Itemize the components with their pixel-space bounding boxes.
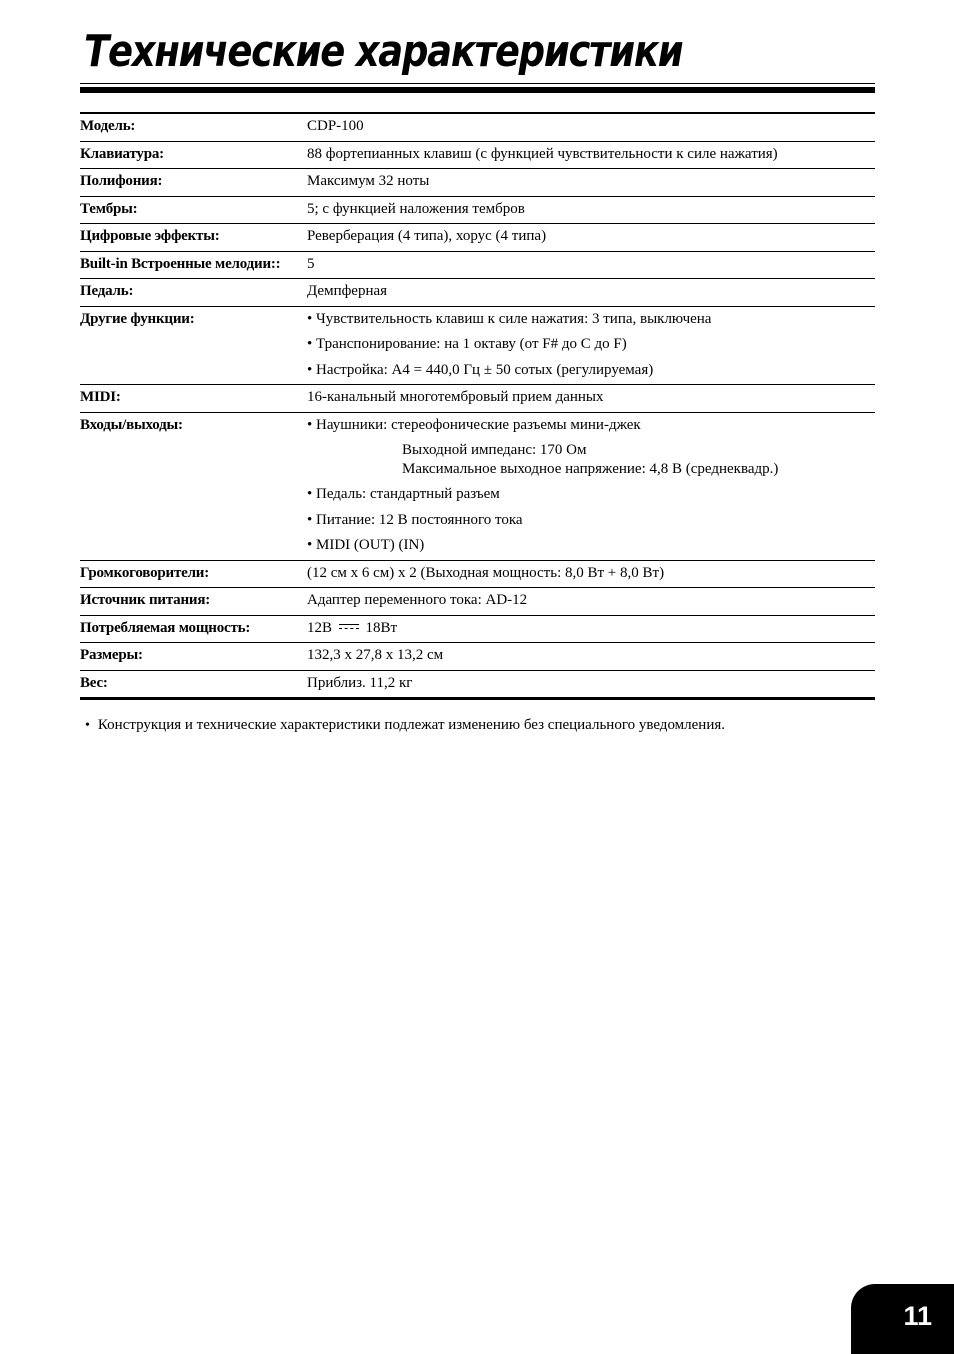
spec-value: [307, 385, 875, 413]
spec-row: [80, 141, 875, 169]
spec-label: Размеры:: [80, 647, 143, 663]
spec-label: Источник питания:: [80, 592, 211, 608]
spec-value: [307, 279, 875, 307]
spec-label: Другие функции:: [80, 310, 195, 327]
spec-value-line: 16-канальный многотембровый прием данных: [307, 389, 604, 405]
spec-row: [80, 279, 875, 307]
spec-label: Клавиатура:: [80, 145, 164, 162]
spec-row: [80, 560, 875, 588]
spec-value-line: Максимальное выходное напряжение: 4,8 В (среднеквадр.): [402, 460, 779, 477]
spec-label: Громкоговорители:: [80, 564, 210, 581]
spec-row: [80, 670, 875, 699]
page-number: 11: [903, 1300, 932, 1331]
spec-value: [307, 643, 875, 671]
spec-value-line: 5: [307, 255, 315, 272]
spec-table: [80, 112, 875, 700]
spec-row: [80, 385, 875, 413]
spec-value: [307, 113, 875, 141]
spec-value-line: Максимум 32 ноты: [307, 173, 430, 189]
spec-row: [80, 196, 875, 224]
spec-value-line: Приблиз. 11,2 кг: [307, 674, 413, 691]
spec-value-line: • MIDI (OUT) (IN): [307, 537, 425, 553]
spec-value: [307, 169, 875, 197]
spec-row: [80, 306, 875, 385]
spec-row: [80, 251, 875, 279]
spec-value: [307, 196, 875, 224]
spec-row: [80, 615, 875, 643]
spec-value: [307, 224, 875, 252]
spec-row: [80, 588, 875, 616]
spec-value: [307, 560, 875, 588]
spec-value: [307, 141, 875, 169]
spec-value: [307, 306, 875, 385]
page-title: Технические характеристики: [84, 26, 683, 77]
title-rule-thick: [80, 87, 875, 93]
spec-value-line: • Чувствительность клавиш к силе нажатия: 3 типа, выключена: [307, 310, 712, 327]
spec-table-body: [80, 113, 875, 699]
spec-value-line: • Наушники: стереофонические разъемы мини-джек: [307, 416, 641, 433]
spec-label: Тембры:: [80, 200, 138, 217]
spec-value: [307, 412, 875, 560]
spec-value: [307, 588, 875, 616]
title-rule-thin: [80, 83, 875, 84]
spec-value-line: 132,3 x 27,8 x 13,2 см: [307, 647, 444, 663]
spec-row: [80, 412, 875, 560]
spec-value-line: • Транспонирование: на 1 октаву (от F# до C до F): [307, 336, 627, 352]
spec-row: [80, 643, 875, 671]
spec-row: [80, 113, 875, 141]
footnote: [80, 717, 875, 734]
spec-value-line: Адаптер переменного тока: AD-12: [307, 592, 528, 608]
spec-value-line: • Питание: 12 В постоянного тока: [307, 511, 523, 528]
spec-value-line: CDP-100: [307, 118, 364, 134]
spec-value: [307, 615, 875, 643]
spec-row: [80, 224, 875, 252]
spec-value-line: (12 см x 6 см) x 2 (Выходная мощность: 8,0 Вт + 8,0 Вт): [307, 564, 665, 581]
spec-label: Цифровые эффекты:: [80, 228, 220, 244]
spec-value-line: 12В 18Вт: [307, 619, 398, 636]
spec-label: Вес:: [80, 674, 108, 691]
footnote-text: Конструкция и технические характеристики подлежат изменению без специального уведомления.: [97, 717, 725, 733]
spec-label: Модель:: [80, 118, 136, 134]
spec-row: [80, 169, 875, 197]
spec-label: MIDI:: [80, 389, 121, 405]
spec-value-line: • Педаль: стандартный разъем: [307, 486, 500, 502]
bullet-icon: •: [85, 718, 90, 733]
dc-symbol-icon: [339, 624, 359, 629]
spec-label: Built-in Встроенные мелодии::: [80, 255, 281, 272]
page-number-badge: [851, 1284, 954, 1354]
spec-label: Полифония:: [80, 173, 163, 189]
spec-value-line: • Настройка: A4 = 440,0 Гц ± 50 сотых (регулируемая): [307, 361, 654, 378]
spec-label: Входы/выходы:: [80, 416, 183, 433]
spec-value-line: Выходной импеданс: 170 Ом: [402, 442, 587, 458]
spec-value-line: 88 фортепианных клавиш (с функцией чувствительности к силе нажатия): [307, 145, 778, 162]
spec-label: Педаль:: [80, 283, 134, 299]
spec-value-line: Реверберация (4 типа), хорус (4 типа): [307, 228, 547, 244]
spec-value-line: 5; с функцией наложения тембров: [307, 200, 525, 217]
spec-value: [307, 670, 875, 699]
spec-value-line: Демпферная: [307, 283, 388, 299]
spec-value: [307, 251, 875, 279]
page-content: [80, 28, 875, 734]
spec-label: Потребляемая мощность:: [80, 619, 251, 636]
